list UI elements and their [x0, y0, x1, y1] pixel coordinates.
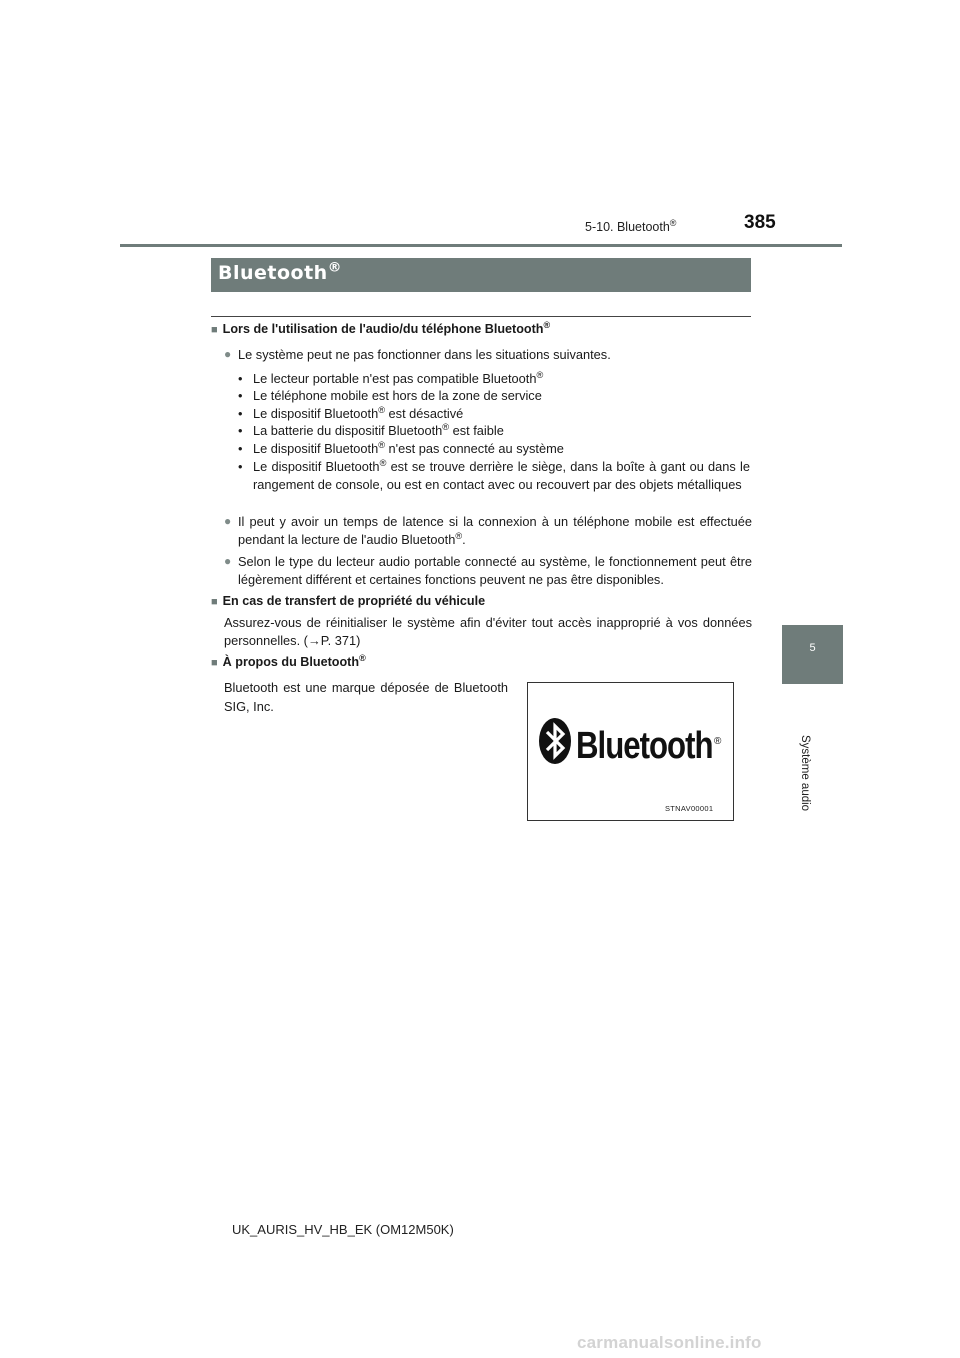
- watermark: carmanualsonline.info: [577, 1333, 762, 1352]
- note-latency: Il peut y avoir un temps de latence si la connexion à un téléphone mobile est effectuée pendant la lecture de l'audio Bluetooth®.: [238, 514, 752, 547]
- list-item: • Le téléphone mobile est hors de la zone de service: [238, 388, 542, 403]
- heading-about-bluetooth: ■ À propos du Bluetooth®: [211, 653, 366, 669]
- list-item: • Le dispositif Bluetooth® est se trouve derrière le siège, dans la boîte à gant ou dans le rangement de console, ou est en contact avec ou recouvert par des objets métalliques: [238, 457, 750, 492]
- note-situations: Le système peut ne pas fonctionner dans les situations suivantes.: [238, 347, 611, 362]
- running-header-section: 5-10. Bluetooth®: [585, 218, 677, 234]
- figure-code: STNAV00001: [665, 804, 714, 813]
- list-item: • La batterie du dispositif Bluetooth® est faible: [238, 421, 504, 438]
- footer-model-code: UK_AURIS_HV_HB_EK (OM12M50K): [232, 1222, 454, 1237]
- page-number: 385: [744, 212, 776, 233]
- list-item: • Le lecteur portable n'est pas compatible Bluetooth®: [238, 369, 544, 386]
- content-rule: [211, 316, 751, 317]
- heading-bluetooth-usage: ■ Lors de l'utilisation de l'audio/du téléphone Bluetooth®: [211, 320, 551, 336]
- chapter-tab-number: 5: [809, 642, 816, 654]
- circle-bullet: ●: [224, 554, 232, 568]
- bluetooth-logo-figure: [527, 682, 734, 821]
- circle-bullet: ●: [224, 514, 232, 528]
- section-title: Bluetooth®: [218, 259, 342, 284]
- trademark-note: Bluetooth est une marque déposée de Bluetooth SIG, Inc.: [224, 680, 508, 714]
- note-reset-system: Assurez-vous de réinitialiser le système afin d'éviter tout accès inapproprié à vos données personnelles. (→P. 371): [224, 615, 752, 648]
- list-item: • Le dispositif Bluetooth® est désactivé: [238, 404, 464, 421]
- bluetooth-wordmark: Bluetooth: [576, 725, 713, 767]
- list-item: • Le dispositif Bluetooth® n'est pas connecté au système: [238, 439, 564, 456]
- bluetooth-rune-icon: [538, 717, 572, 765]
- heading-ownership-transfer: ■ En cas de transfert de propriété du véhicule: [211, 594, 486, 608]
- header-rule: [120, 244, 842, 247]
- circle-bullet: ●: [224, 347, 232, 361]
- registered-mark: ®: [714, 736, 722, 747]
- note-player-type: Selon le type du lecteur audio portable connecté au système, le fonctionnement peut être légèrement différent et certaines fonctions peuvent ne pas être disponibles.: [238, 554, 752, 587]
- chapter-tab: [782, 625, 843, 684]
